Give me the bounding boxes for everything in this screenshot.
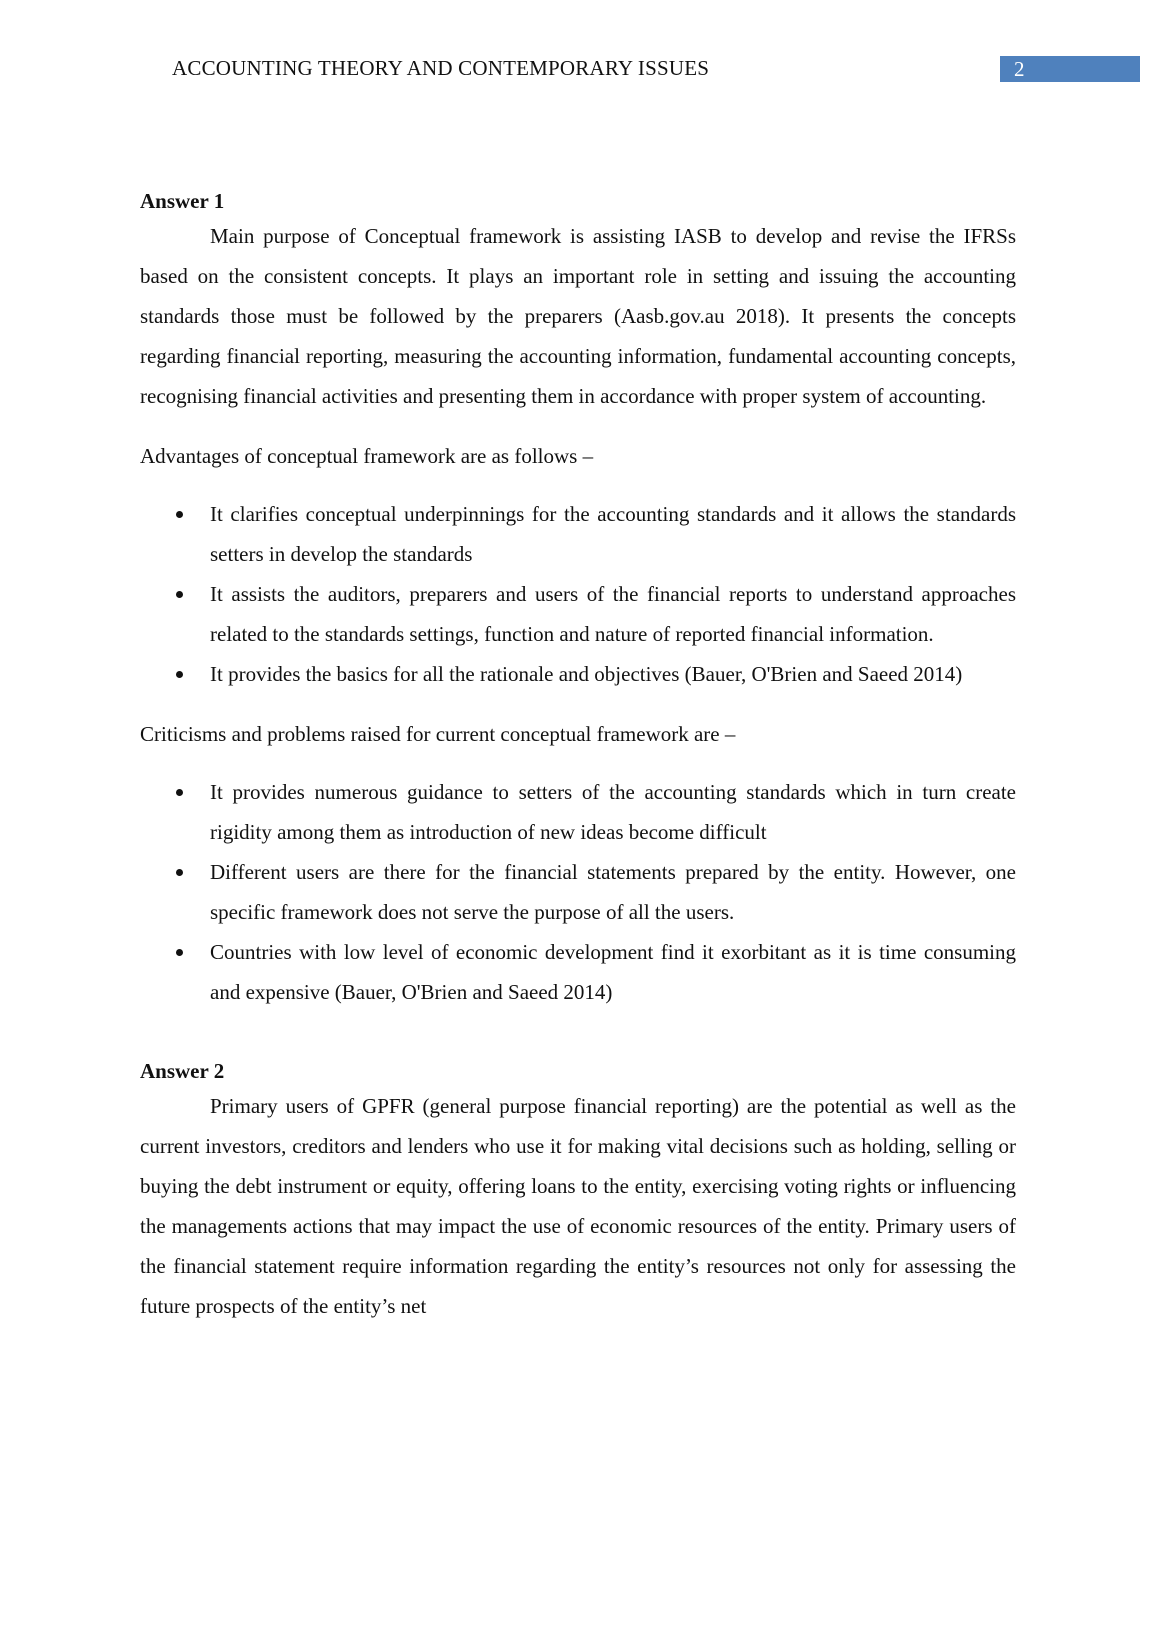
document-body <box>140 186 1016 1326</box>
criticisms-intro: Criticisms and problems raised for current conceptual framework are – <box>140 722 736 746</box>
answer-2-heading: Answer 2 <box>140 1059 225 1083</box>
criticisms-list <box>140 772 1016 1012</box>
answer-1-heading: Answer 1 <box>140 189 225 213</box>
list-item: It assists the auditors, preparers and users of the financial reports to understand approaches related to the standards settings, function and nature of reported financial information. <box>140 574 1016 654</box>
list-item: Countries with low level of economic development find it exorbitant as it is time consuming and expensive (Bauer, O'Brien and Saeed 2014) <box>140 932 1016 1012</box>
list-item: Different users are there for the financial statements prepared by the entity. However, one specific framework does not serve the purpose of all the users. <box>140 852 1016 932</box>
list-item: It provides the basics for all the rationale and objectives (Bauer, O'Brien and Saeed 2014) <box>140 654 1016 694</box>
running-header-title: ACCOUNTING THEORY AND CONTEMPORARY ISSUES <box>172 56 710 80</box>
advantages-intro: Advantages of conceptual framework are as follows – <box>140 444 594 468</box>
advantages-list <box>140 494 1016 694</box>
page-number-badge: 2 <box>1000 56 1140 82</box>
list-item: It provides numerous guidance to setters of the accounting standards which in turn create rigidity among them as introduction of new ideas become difficult <box>140 772 1016 852</box>
answer-1-paragraph: Main purpose of Conceptual framework is assisting IASB to develop and revise the IFRSs based on the consistent concepts. It plays an important role in setting and issuing the accounting standards those must be followed by the preparers (Aasb.gov.au 2018). It presents the concepts regarding financial reporting, measuring the accounting information, fundamental accounting concepts, recognising financial activities and presenting them in accordance with proper system of accounting. <box>140 224 1016 408</box>
list-item: It clarifies conceptual underpinnings for the accounting standards and it allows the standards setters in develop the standards <box>140 494 1016 574</box>
answer-2-paragraph: Primary users of GPFR (general purpose financial reporting) are the potential as well as the current investors, creditors and lenders who use it for making vital decisions such as holding, selling or buying the debt instrument or equity, offering loans to the entity, exercising voting rights or influencing the managements actions that may impact the use of economic resources of the entity. Primary users of the financial statement require information regarding the entity’s resources not only for assessing the future prospects of the entity’s net <box>140 1094 1016 1318</box>
